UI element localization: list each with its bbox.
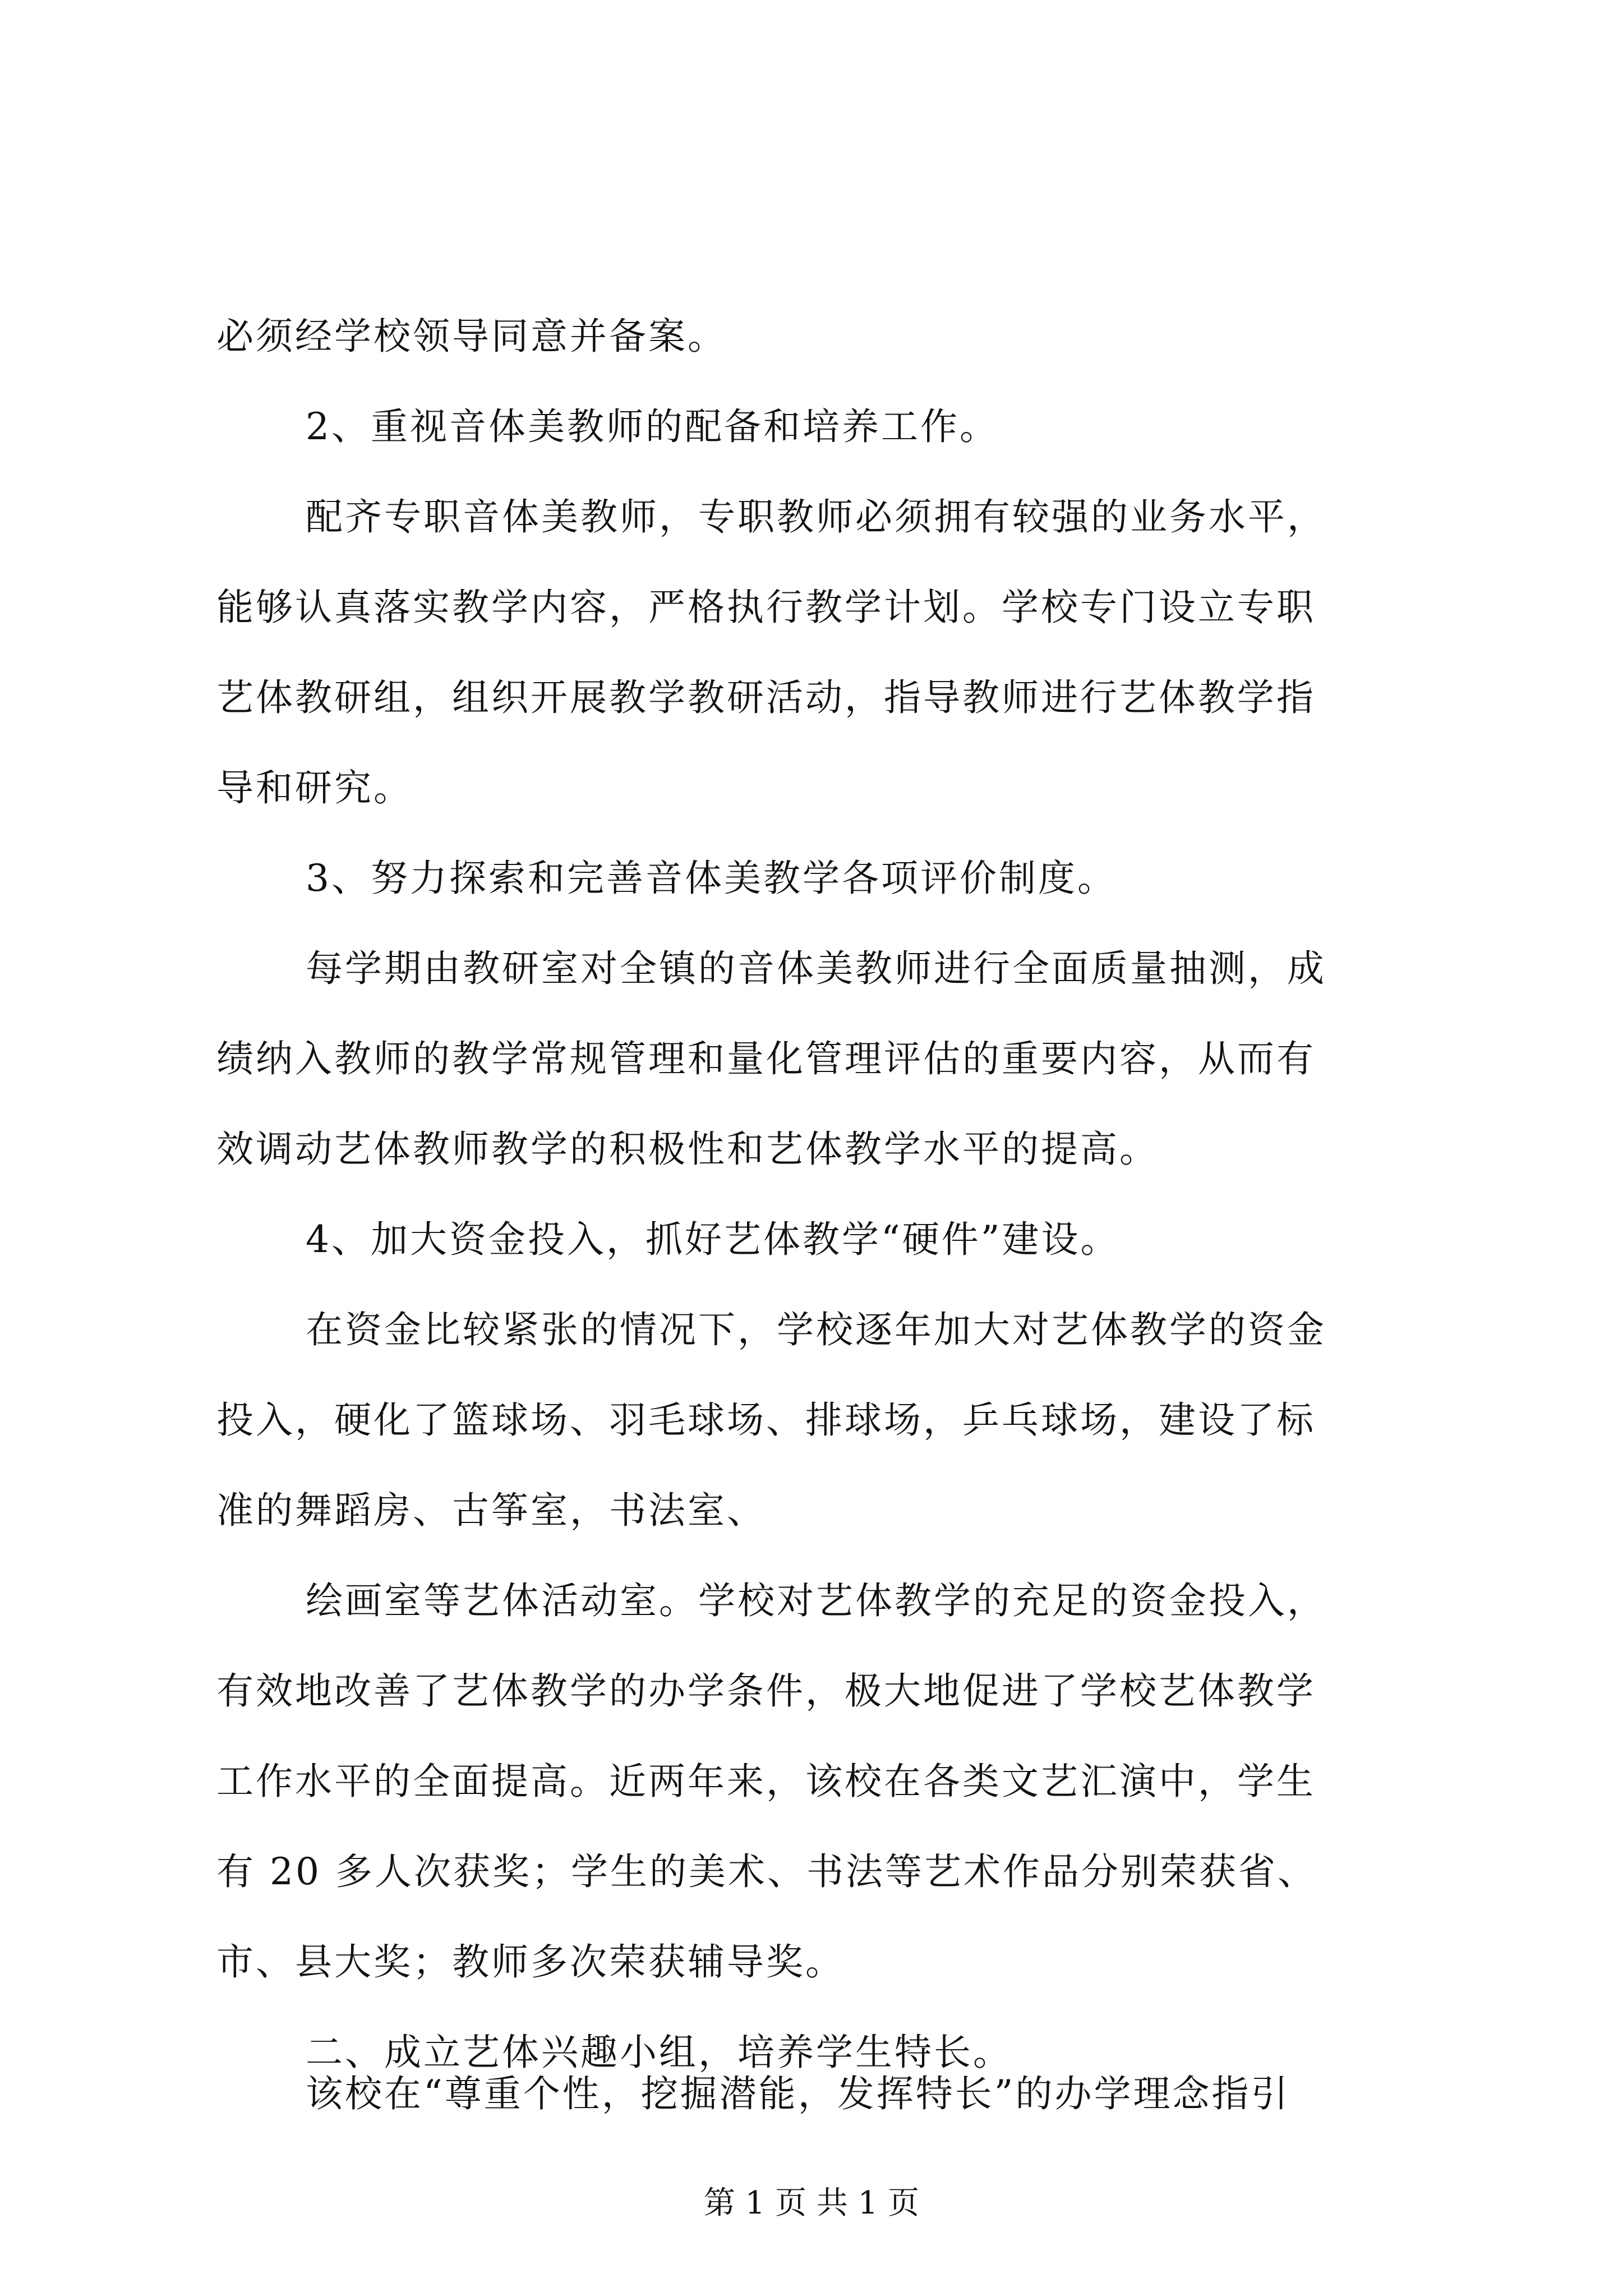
section-heading: 二、成立艺体兴趣小组，培养学生特长。 [306,2031,1012,2074]
page-footer: 第 1 页 共 1 页 [703,2185,920,2221]
paragraph-start: 每学期由教研室对全镇的音体美教师进行全面质量抽测，成 [306,947,1326,990]
text-line: 艺体教研组，组织开展教学教研活动，指导教师进行艺体教学指 [216,676,1316,719]
section-heading: 2、重视音体美教师的配备和培养工作。 [306,405,999,448]
text-line: 工作水平的全面提高。近两年来，该校在各类文艺汇演中，学生 [216,1760,1316,1803]
section-heading: 4、加大资金投入，抓好艺体教学“硬件”建设。 [306,1218,1120,1261]
text-line: 投入，硬化了篮球场、羽毛球场、排球场，乒乓球场，建设了标 [216,1398,1316,1442]
paragraph-start: 绘画室等艺体活动室。学校对艺体教学的充足的资金投入， [306,1579,1326,1622]
text-line: 导和研究。 [216,766,413,809]
paragraph-start: 在资金比较紧张的情况下，学校逐年加大对艺体教学的资金 [306,1308,1326,1351]
text-line: 准的舞蹈房、古筝室，书法室、 [216,1489,766,1532]
paragraph-start: 该校在“尊重个性，挖掘潜能，发挥特长”的办学理念指引 [306,2072,1290,2115]
text-line: 效调动艺体教师教学的积极性和艺体教学水平的提高。 [216,1128,1159,1171]
text-line: 有 20 多人次获奖；学生的美术、书法等艺术作品分别荣获省、 [216,1850,1317,1893]
text-line: 有效地改善了艺体教学的办学条件，极大地促进了学校艺体教学 [216,1669,1316,1713]
text-line: 能够认真落实教学内容，严格执行教学计划。学校专门设立专职 [216,586,1316,629]
section-heading: 3、努力探索和完善音体美教学各项评价制度。 [306,857,1117,900]
text-line: 必须经学校领导同意并备案。 [216,315,727,358]
text-line: 绩纳入教师的教学常规管理和量化管理评估的重要内容，从而有 [216,1037,1316,1080]
text-line: 市、县大奖；教师多次荣获辅导奖。 [216,1940,845,1984]
paragraph-start: 配齐专职音体美教师，专职教师必须拥有较强的业务水平， [306,495,1326,539]
